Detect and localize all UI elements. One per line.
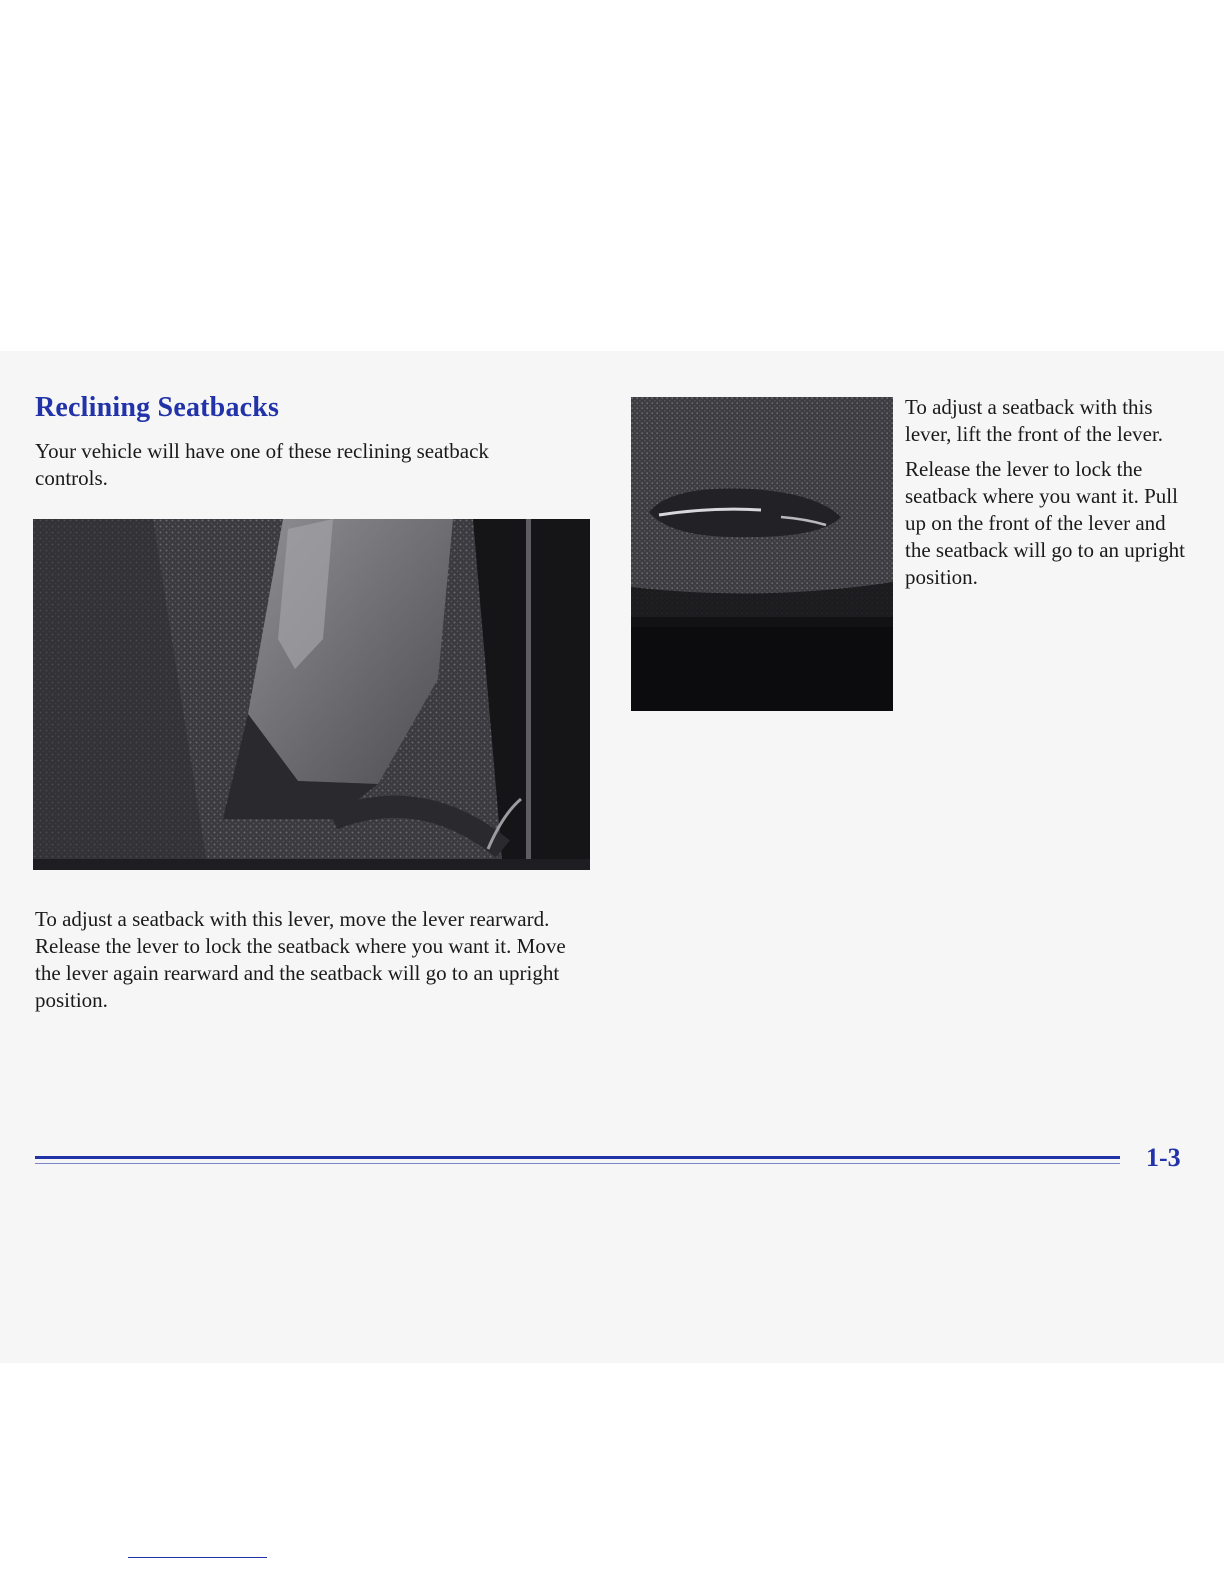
right-paragraph-1: To adjust a seatback with this lever, lift the front of the lever. — [905, 395, 1164, 446]
right-paragraph-2: Release the lever to lock the seatback where you want it. Pull up on the front of the lever and the seatback will go to an upright position. — [905, 457, 1185, 589]
left-body-paragraph: To adjust a seatback with this lever, move the lever rearward. Release the lever to lock the seatback where you want it. Move the lever again rearward and the seatback will go to an upright position. — [35, 907, 566, 1012]
bottom-margin-line — [128, 1557, 267, 1558]
photo-lever-on-seat — [631, 397, 893, 711]
section-title: Reclining Seatbacks — [35, 392, 280, 423]
photo-hand-on-lever-image — [33, 519, 590, 870]
page-number: 1-3 — [1146, 1143, 1181, 1172]
photo-lever-on-seat-image — [631, 397, 893, 711]
footer-rule-thin — [35, 1163, 1120, 1164]
intro-paragraph: Your vehicle will have one of these reclining seatback controls. — [35, 439, 489, 490]
photo-hand-on-lever — [33, 519, 590, 870]
footer-rule — [35, 1156, 1120, 1159]
right-text-column — [905, 394, 1195, 599]
